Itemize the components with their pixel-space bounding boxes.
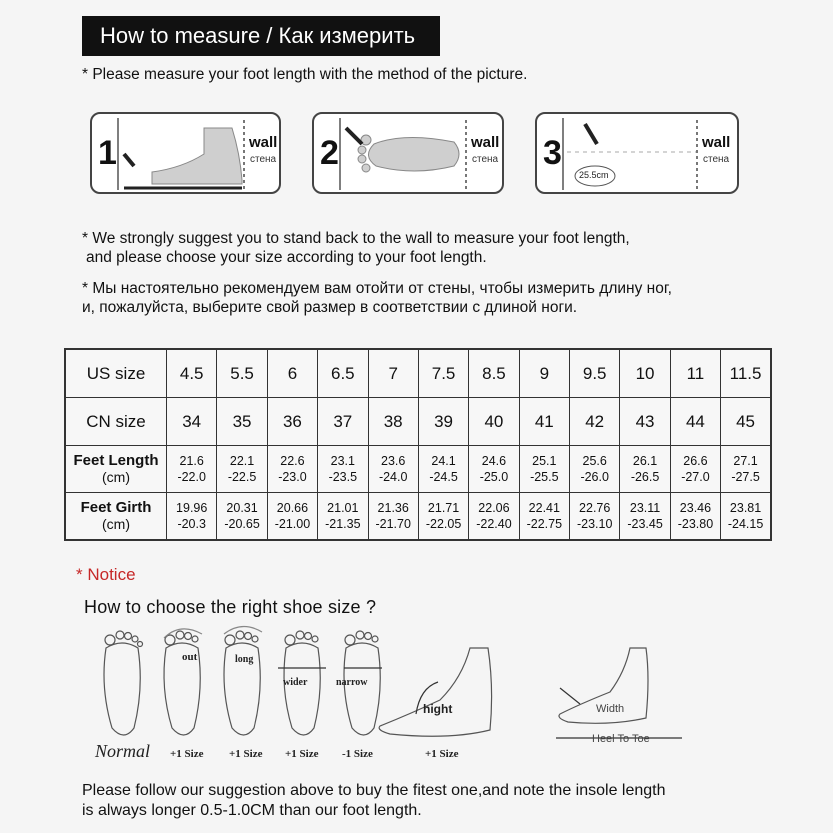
step-1-panel — [90, 112, 281, 194]
step-3-wall-label: wall — [702, 134, 731, 151]
step-1-number: 1 — [98, 134, 117, 172]
feet-girth-max: -23.10 — [576, 517, 613, 531]
notice-label: * Notice — [76, 565, 136, 584]
feet-girth-min: 22.76 — [579, 501, 611, 515]
step-3-number: 3 — [543, 134, 562, 172]
cn-size-cell: 42 — [570, 398, 620, 446]
step-2-wall-label: wall — [471, 134, 500, 151]
feet-girth-label: Feet Girth — [80, 499, 152, 516]
feet-girth-cell — [620, 493, 670, 541]
cn-size-cell: 39 — [418, 398, 468, 446]
step-2-panel — [312, 112, 504, 194]
feet-length-cell — [519, 446, 569, 493]
feet-length-cell — [267, 446, 317, 493]
feet-girth-cell — [368, 493, 418, 541]
advice-en-line-1: * We strongly suggest you to stand back to the wall to measure your foot length, — [82, 230, 630, 247]
us-size-cell: 11 — [670, 349, 720, 398]
feet-length-max: -24.0 — [378, 470, 408, 484]
feet-length-max: -26.0 — [580, 470, 609, 484]
step-2-number: 2 — [320, 134, 339, 172]
advice-ru-line-2: и, пожалуйста, выберите свой размер в соответствии с длиной ноги. — [82, 299, 578, 316]
feet-girth-row — [65, 493, 771, 541]
feet-girth-cell — [570, 493, 620, 541]
feet-length-min: 26.6 — [683, 454, 708, 468]
feet-girth-min: 21.36 — [377, 501, 409, 515]
us-size-cell: 6.5 — [318, 349, 368, 398]
us-size-cell: 6 — [267, 349, 317, 398]
cn-size-header: CN size — [65, 398, 167, 446]
feet-length-label: Feet Length — [73, 452, 159, 469]
feet-girth-min: 20.31 — [226, 501, 258, 515]
page-title: How to measure / Как измерить — [82, 16, 440, 56]
us-size-cell: 4.5 — [167, 349, 217, 398]
feet-length-cell — [570, 446, 620, 493]
step-3-measure-label: 25.5cm — [579, 170, 609, 180]
feet-girth-max: -23.45 — [627, 517, 663, 531]
feet-girth-min: 23.46 — [679, 501, 712, 515]
feet-length-header — [65, 446, 167, 493]
us-size-cell: 7.5 — [418, 349, 468, 398]
step-1-wall-label: wall — [249, 134, 278, 151]
feet-length-max: -25.0 — [479, 470, 509, 484]
feet-fit-illustration — [90, 618, 710, 748]
feet-girth-max: -21.00 — [274, 517, 311, 531]
long-label: long — [235, 654, 254, 665]
us-size-header: US size — [65, 349, 167, 398]
step-3-stena-label: стена — [703, 154, 730, 165]
feet-girth-min: 21.01 — [327, 501, 359, 515]
feet-girth-cell — [721, 493, 771, 541]
cn-size-cell: 45 — [721, 398, 771, 446]
feet-length-cell — [318, 446, 368, 493]
feet-length-min: 26.1 — [632, 454, 658, 468]
feet-length-min: 23.6 — [381, 454, 406, 468]
step-2-stena-label: стена — [472, 154, 499, 165]
step-3-panel — [535, 112, 739, 194]
feet-length-cell — [469, 446, 519, 493]
feet-length-cell — [620, 446, 670, 493]
feet-girth-min: 23.81 — [729, 501, 762, 515]
feet-length-min: 25.1 — [532, 454, 557, 468]
feet-girth-max: -23.80 — [677, 517, 714, 531]
notice-heading: How to choose the right shoe size ? — [84, 597, 377, 617]
feet-length-max: -22.5 — [227, 470, 257, 484]
feet-length-max: -25.5 — [530, 470, 559, 484]
advice-en-line-2: and please choose your size according to your foot length. — [86, 249, 487, 266]
feet-length-min: 25.6 — [582, 454, 607, 468]
us-size-row — [65, 349, 771, 398]
feet-girth-max: -22.75 — [526, 517, 563, 531]
out-size-label: +1 Size — [170, 748, 204, 760]
feet-girth-cell — [267, 493, 317, 541]
feet-girth-unit: (cm) — [102, 516, 130, 532]
hight-label: hight — [423, 702, 453, 716]
us-size-cell: 9 — [519, 349, 569, 398]
us-size-cell: 5.5 — [217, 349, 267, 398]
feet-length-min: 24.1 — [431, 454, 456, 468]
cn-size-cell: 44 — [670, 398, 720, 446]
feet-length-max: -22.0 — [177, 470, 206, 484]
cn-size-row — [65, 398, 771, 446]
feet-girth-min: 19.96 — [176, 501, 208, 515]
wider-label: wider — [283, 677, 308, 688]
feet-girth-min: 23.11 — [629, 501, 661, 515]
feet-length-max: -26.5 — [630, 470, 660, 484]
us-size-cell: 9.5 — [570, 349, 620, 398]
cn-size-cell: 43 — [620, 398, 670, 446]
narrow-size-label: -1 Size — [342, 748, 373, 760]
narrow-label: narrow — [336, 677, 368, 688]
us-size-cell: 7 — [368, 349, 418, 398]
feet-length-cell — [721, 446, 771, 493]
insole-note — [82, 781, 762, 821]
feet-length-max: -24.5 — [429, 470, 458, 484]
wider-size-label: +1 Size — [285, 748, 319, 760]
feet-length-cell — [418, 446, 468, 493]
feet-girth-min: 21.71 — [427, 501, 460, 515]
cn-size-cell: 38 — [368, 398, 418, 446]
us-size-cell: 8.5 — [469, 349, 519, 398]
feet-girth-cell — [318, 493, 368, 541]
feet-girth-max: -24.15 — [727, 517, 764, 531]
feet-girth-max: -20.3 — [177, 517, 206, 531]
feet-girth-cell — [167, 493, 217, 541]
feet-length-cell — [368, 446, 418, 493]
width-label: Width — [596, 703, 625, 715]
feet-girth-min: 20.66 — [276, 501, 309, 515]
cn-size-cell: 40 — [469, 398, 519, 446]
us-size-cell: 10 — [620, 349, 670, 398]
feet-girth-header — [65, 493, 167, 541]
feet-length-max: -23.0 — [278, 470, 307, 484]
cn-size-cell: 37 — [318, 398, 368, 446]
feet-length-unit: (cm) — [102, 469, 130, 485]
feet-length-cell — [167, 446, 217, 493]
cn-size-cell: 34 — [167, 398, 217, 446]
feet-girth-cell — [418, 493, 468, 541]
out-label: out — [182, 651, 198, 663]
size-chart-table — [64, 348, 772, 541]
insole-note-line-2: is always longer 0.5-1.0CM than our foot length. — [82, 802, 422, 819]
feet-length-min: 27.1 — [733, 454, 758, 468]
feet-girth-max: -22.05 — [425, 517, 462, 531]
feet-girth-max: -21.35 — [325, 517, 361, 531]
measure-instruction: * Please measure your foot length with the method of the picture. — [82, 66, 528, 83]
feet-length-min: 22.6 — [280, 454, 305, 468]
feet-length-cell — [217, 446, 267, 493]
cn-size-cell: 41 — [519, 398, 569, 446]
cn-size-cell: 35 — [217, 398, 267, 446]
feet-girth-max: -22.40 — [476, 517, 512, 531]
feet-length-min: 22.1 — [229, 454, 255, 468]
feet-girth-min: 22.06 — [478, 501, 510, 515]
feet-girth-cell — [217, 493, 267, 541]
heel-to-toe-label: Heel To Toe — [592, 733, 650, 745]
feet-girth-min: 22.41 — [528, 501, 560, 515]
feet-girth-max: -20.65 — [224, 517, 260, 531]
feet-length-max: -27.5 — [731, 470, 760, 484]
insole-note-line-1: Please follow our suggestion above to buy the fitest one,and note the insole length — [82, 782, 666, 799]
feet-length-row — [65, 446, 771, 493]
cn-size-cell: 36 — [267, 398, 317, 446]
feet-length-max: -27.0 — [681, 470, 710, 484]
long-size-label: +1 Size — [229, 748, 263, 760]
feet-length-max: -23.5 — [328, 470, 358, 484]
feet-length-cell — [670, 446, 720, 493]
feet-length-min: 21.6 — [179, 454, 204, 468]
feet-length-min: 23.1 — [330, 454, 355, 468]
feet-length-min: 24.6 — [481, 454, 507, 468]
advice-ru-line-1: * Мы настоятельно рекомендуем вам отойти от стены, чтобы измерить длину ног, — [82, 280, 672, 297]
us-size-cell: 11.5 — [721, 349, 771, 398]
hight-size-label: +1 Size — [425, 748, 459, 760]
feet-girth-max: -21.70 — [375, 517, 411, 531]
normal-label: Normal — [95, 741, 151, 761]
step-1-stena-label: стена — [250, 154, 277, 165]
feet-girth-cell — [519, 493, 569, 541]
feet-girth-cell — [469, 493, 519, 541]
feet-girth-cell — [670, 493, 720, 541]
